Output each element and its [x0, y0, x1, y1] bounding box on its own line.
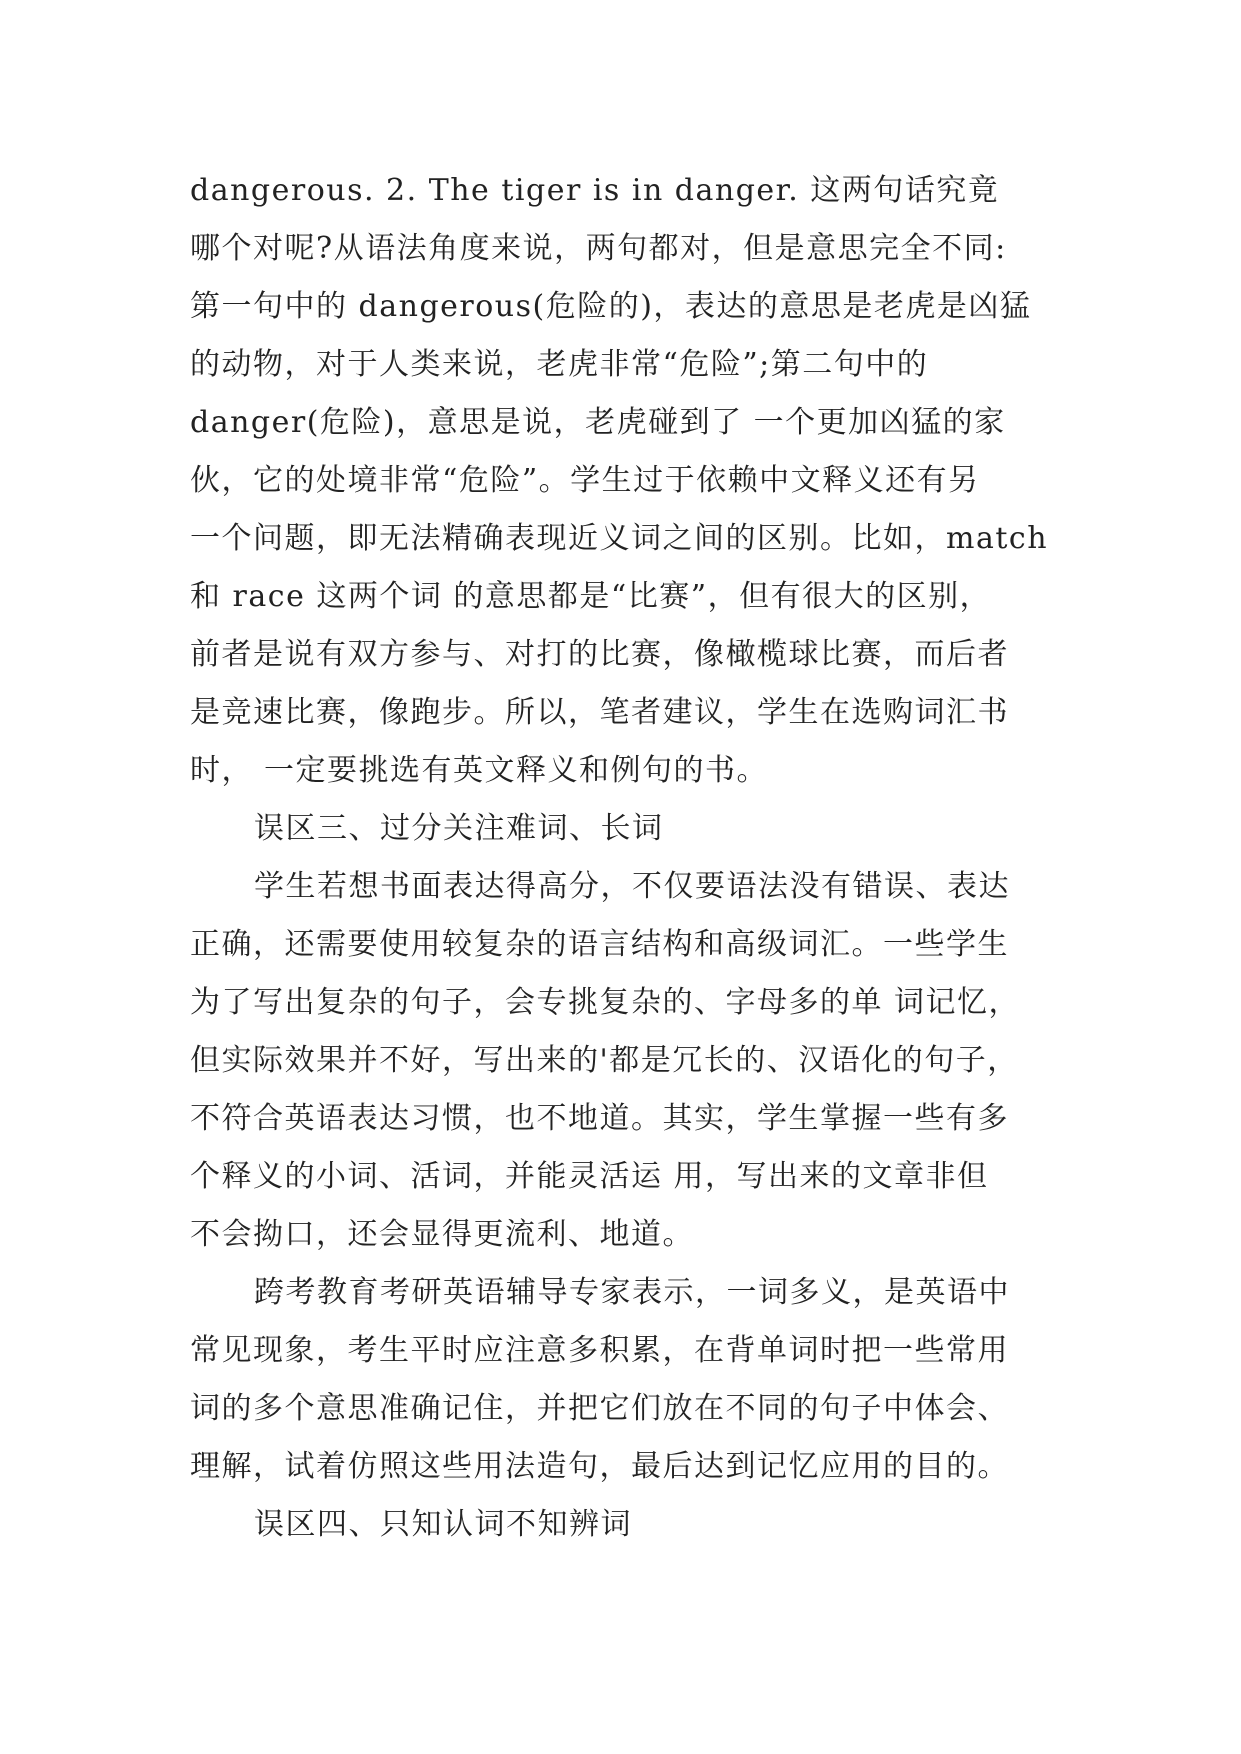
text-line: 是竞速比赛，像跑步。所以，笔者建议，学生在选购词汇书 — [190, 695, 1009, 730]
document-body — [190, 162, 1070, 1554]
text-line: 但实际效果并不好，写出来的'都是冗长的、汉语化的句子， — [190, 1043, 1019, 1078]
text-line: 和 race 这两个词 的意思都是“比赛”，但有很大的区别， — [190, 579, 992, 614]
text-line: 常见现象，考生平时应注意多积累，在背单词时把一些常用 — [190, 1333, 1009, 1368]
text-line: 前者是说有双方参与、对打的比赛，像橄榄球比赛，而后者 — [190, 637, 1009, 672]
text-line: 不符合英语表达习惯，也不地道。其实，学生掌握一些有多 — [190, 1101, 1009, 1136]
text-line: 第一句中的 dangerous(危险的)，表达的意思是老虎是凶猛 — [190, 289, 1032, 324]
text-line: danger(危险)，意思是说，老虎碰到了 一个更加凶猛的家 — [190, 405, 1006, 440]
text-line: 一个问题，即无法精确表现近义词之间的区别。比如，match — [190, 521, 1049, 556]
text-line: dangerous. 2. The tiger is in danger. 这两句话究竟 — [190, 173, 1000, 208]
text-line: 伙，它的处境非常“危险”。学生过于依赖中文释义还有另 — [190, 463, 980, 498]
text-line: 个释义的小词、活词，并能灵活运 用，写出来的文章非但 — [190, 1159, 989, 1194]
paragraph-first-line: 跨考教育考研英语辅导专家表示，一词多义，是英语中 — [254, 1275, 1010, 1310]
text-line: 时， 一定要挑选有英文释义和例句的书。 — [190, 753, 769, 788]
text-line: 词的多个意思准确记住，并把它们放在不同的句子中体会、 — [190, 1391, 1009, 1426]
paragraph-first-line: 学生若想书面表达得高分，不仅要语法没有错误、表达 — [254, 869, 1010, 904]
text-line: 的动物，对于人类来说，老虎非常“危险”;第二句中的 — [190, 347, 929, 382]
text-line: 正确，还需要使用较复杂的语言结构和高级词汇。一些学生 — [190, 927, 1009, 962]
text-line: 不会拗口，还会显得更流利、地道。 — [190, 1217, 694, 1252]
section-heading: 误区三、过分关注难词、长词 — [254, 811, 664, 846]
section-heading: 误区四、只知认词不知辨词 — [254, 1507, 632, 1542]
text-line: 理解，试着仿照这些用法造句，最后达到记忆应用的目的。 — [190, 1449, 1009, 1484]
text-line: 哪个对呢?从语法角度来说，两句都对，但是意思完全不同: — [190, 231, 1007, 266]
text-line: 为了写出复杂的句子，会专挑复杂的、字母多的单 词记忆， — [190, 985, 1021, 1020]
